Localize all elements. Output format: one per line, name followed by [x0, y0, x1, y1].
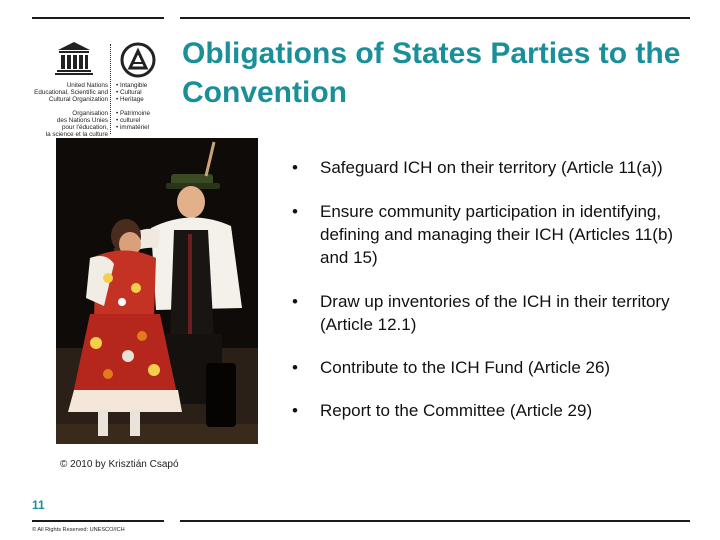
ich-name-text: • Intangible • Cultural • Heritage • Patrimoine • culturel • immatériel [116, 82, 151, 131]
photo-credit: © 2010 by Krisztián Csapó [60, 459, 179, 470]
logo-separator [110, 44, 112, 134]
dancers-illustration [56, 138, 258, 444]
dancers-photo [56, 138, 258, 444]
bullet-item: • Ensure community participation in identifying, defining and managing their ICH (Articles 11(b) and 15) [292, 200, 692, 269]
unesco-temple-icon [54, 40, 94, 76]
bottom-rule-right [180, 520, 690, 522]
page-number: 11 [32, 498, 45, 512]
bullet-list [292, 156, 692, 422]
bullet-item: • Report to the Committee (Article 29) [292, 399, 692, 422]
bottom-rule-left [32, 520, 164, 522]
unesco-name-text: United Nations Educational, Scientific and Cultural Organization Organisation des Nations Unies pour l'éducation, la science et la culture [34, 82, 108, 138]
unesco-ich-logo [30, 36, 180, 136]
bullet-item: • Draw up inventories of the ICH in their territory (Article 12.1) [292, 290, 692, 336]
bullet-item: • Contribute to the ICH Fund (Article 26) [292, 356, 692, 379]
slide-title: Obligations of States Parties to the Convention [182, 37, 681, 109]
copyright-notice: © All Rights Reserved: UNESCO/ICH [32, 527, 125, 533]
bullet-item: • Safeguard ICH on their territory (Article 11(a)) [292, 156, 692, 179]
top-rule-right [180, 17, 690, 19]
top-rule-left [32, 17, 164, 19]
ich-emblem-icon [120, 42, 156, 78]
